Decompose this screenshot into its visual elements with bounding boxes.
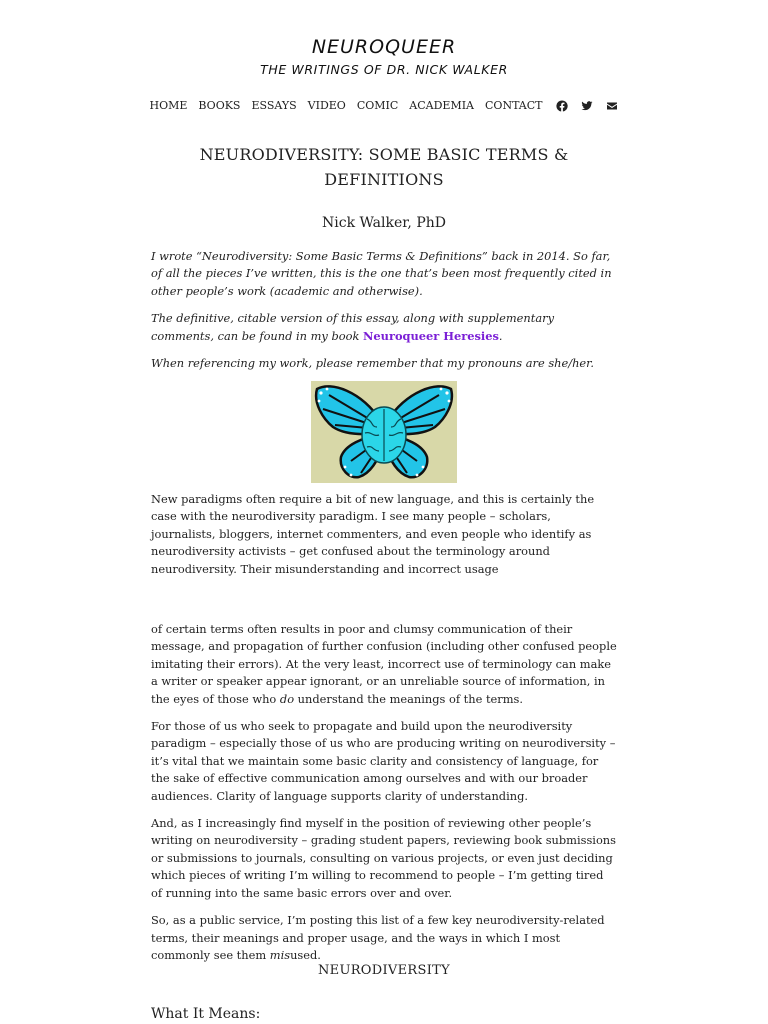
sub-heading: What It Means: — [151, 1006, 261, 1022]
nav-books[interactable]: BOOKS — [198, 99, 241, 112]
book-link[interactable]: Neuroqueer Heresies — [363, 328, 499, 343]
pronoun-note: When referencing my work, please remember that my pronouns are she/her. — [151, 356, 594, 371]
envelope-icon[interactable] — [606, 99, 619, 112]
nav-comic[interactable]: COMIC — [356, 99, 399, 112]
main-nav — [0, 99, 768, 112]
nav-home[interactable]: HOME — [149, 99, 188, 112]
nav-essays[interactable]: ESSAYS — [251, 99, 297, 112]
emphasis-text: do — [279, 691, 295, 706]
body-text: used. — [290, 947, 321, 962]
twitter-icon[interactable] — [581, 99, 594, 112]
intro-paragraph: I wrote “Neurodiversity: Some Basic Terms & Definitions” back in 2014. So far, of all the pieces I’ve written, this is the one that’s been most frequently cited in other people’s work (academic and otherwise). — [151, 249, 612, 298]
body-text: So, as a public service, I’m posting this list of a few key neurodiversity-related terms, their meanings and proper usage, and the ways in which I most commonly see them — [151, 913, 605, 962]
site-tagline: THE WRITINGS OF DR. NICK WALKER — [260, 62, 508, 77]
section-heading: NEURODIVERSITY — [318, 963, 450, 978]
body-text: of certain terms often results in poor and clumsy communication of their message, and propagation of further confusion (including other confused people imitating their errors). At the very least, incorrect use of terminology can make a writer or speaker appear ignorant, or an unreliable source of information, in the eyes of those who — [151, 622, 617, 706]
intro-section — [151, 248, 617, 382]
butterfly-illustration — [311, 381, 457, 483]
nav-contact[interactable]: CONTACT — [485, 99, 543, 112]
body-paragraph: For those of us who seek to propagate and build upon the neurodiversity paradigm – especially those of us who are producing writing on neurodiversity – it’s vital that we maintain some basic clarity and consistency of language, for the sake of effective communication among ourselves and with our broader audiences. Clarity of language supports clarity of understanding. — [151, 719, 616, 803]
article-body-part-2 — [151, 621, 617, 974]
body-paragraph: And, as I increasingly find myself in the position of reviewing other people’s writing on neurodiversity – grading student papers, reviewing book submissions or submissions to journals, consulting on various projects, or even just deciding which pieces of writing I’m willing to recommend to people – I’m getting tired of running into the same basic errors over and over. — [151, 816, 616, 900]
page-title: NEURODIVERSITY: SOME BASIC TERMS & DEFINITIONS — [199, 145, 569, 189]
body-paragraph: New paradigms often require a bit of new language, and this is certainly the case with the neurodiversity paradigm. I see many people – scholars, journalists, bloggers, internet commenters, and even people who identify as neurodiversity activists – get confused about the terminology around neurodiversity. Their misunderstanding and incorrect usage — [151, 492, 595, 576]
nav-academia[interactable]: ACADEMIA — [409, 99, 475, 112]
emphasis-text: mis — [269, 947, 291, 962]
nav-video[interactable]: VIDEO — [307, 99, 346, 112]
book-reference-end: . — [498, 328, 503, 343]
facebook-icon[interactable] — [556, 99, 569, 112]
social-icons — [556, 99, 619, 112]
body-paragraph — [151, 621, 617, 708]
book-reference-paragraph — [151, 310, 617, 345]
body-paragraph — [151, 912, 617, 964]
author-byline: Nick Walker, PhD — [322, 215, 446, 231]
site-title[interactable]: NEUROQUEER — [311, 36, 457, 58]
book-reference-text: The definitive, citable version of this essay, along with supplementary comments, can be found in my book — [151, 311, 554, 343]
butterfly-brain-image — [311, 381, 457, 483]
article-body-part-1 — [151, 491, 617, 588]
body-text: understand the meanings of the terms. — [294, 691, 523, 706]
